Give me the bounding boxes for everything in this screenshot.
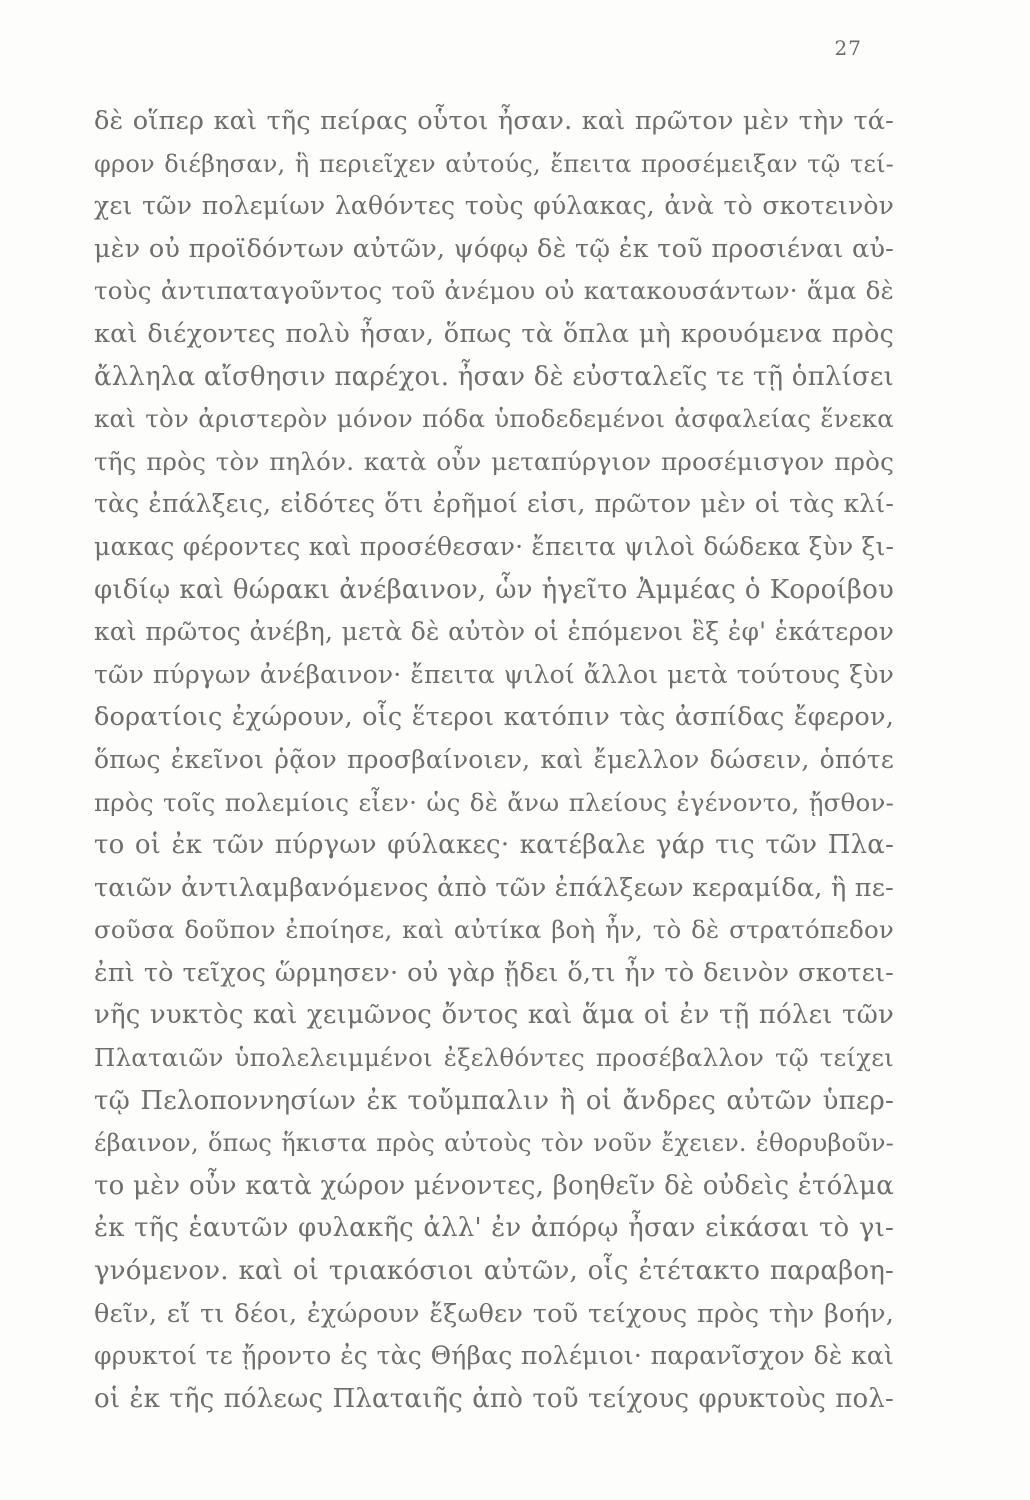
text-line: καὶ τὸν ἀριστερὸν μόνον πόδα ὑποδεδεμένοι ἀσφαλείας ἕνεκα bbox=[94, 404, 894, 434]
text-line: καὶ πρῶτος ἀνέβη, μετὰ δὲ αὐτὸν οἱ ἑπόμενοι ἓξ ἐφ' ἑκάτερον bbox=[94, 617, 894, 647]
text-line: Πλαταιῶν ὑπολελειμμένοι ἐξελθόντες προσέβαλλον τῷ τείχει bbox=[94, 1043, 894, 1073]
text-line: φιδίῳ καὶ θώρακι ἀνέβαινον, ὧν ἡγεῖτο Ἀμμέας ὁ Κοροίβου bbox=[94, 574, 894, 605]
text-line: φρυκτοί τε ᾔροντο ἐς τὰς Θήβας πολέμιοι· παρανῖσχον δὲ καὶ bbox=[94, 1341, 894, 1371]
text-line: ἐπὶ τὸ τεῖχος ὥρμησεν· οὐ γὰρ ᾔδει ὅ,τι ἦν τὸ δεινὸν σκοτει- bbox=[94, 957, 894, 988]
text-line: μακας φέροντες καὶ προσέθεσαν· ἔπειτα ψιλοὶ δώδεκα ξὺν ξι- bbox=[94, 531, 894, 561]
text-line: φρον διέβησαν, ἣ περιεῖχεν αὐτούς, ἔπειτα προσέμειξαν τῷ τεί- bbox=[94, 149, 894, 178]
text-line: οἱ ἐκ τῆς πόλεως Πλαταιῆς ἀπὸ τοῦ τείχους φρυκτοὺς πολ- bbox=[94, 1383, 894, 1414]
text-line: ταιῶν ἀντιλαμβανόμενος ἀπὸ τῶν ἐπάλξεων κεραμίδα, ἣ πε- bbox=[94, 872, 894, 903]
body-text bbox=[94, 100, 894, 1420]
text-line: τῷ Πελοποννησίων ἐκ τοὔμπαλιν ἢ οἱ ἄνδρες αὐτῶν ὑπερ- bbox=[94, 1085, 894, 1116]
text-line: ὅπως ἐκεῖνοι ῥᾷον προσβαίνοιεν, καὶ ἔμελλον δώσειν, ὁπότε bbox=[94, 744, 894, 774]
text-line: ἄλληλα αἴσθησιν παρέχοι. ἦσαν δὲ εὐσταλεῖς τε τῇ ὁπλίσει bbox=[94, 361, 894, 392]
text-line: χει τῶν πολεμίων λαθόντες τοὺς φύλακας, ἀνὰ τὸ σκοτεινὸν bbox=[94, 191, 894, 221]
text-line: τῶν πύργων ἀνέβαινον· ἔπειτα ψιλοί ἄλλοι μετὰ τούτους ξὺν bbox=[94, 659, 894, 689]
text-line: καὶ διέχοντες πολὺ ἦσαν, ὅπως τὰ ὅπλα μὴ κρουόμενα πρὸς bbox=[94, 318, 894, 349]
text-line: δὲ οἵπερ καὶ τῆς πείρας οὗτοι ἦσαν. καὶ πρῶτον μὲν τὴν τά- bbox=[94, 106, 894, 136]
text-line: σοῦσα δοῦπον ἐποίησε, καὶ αὐτίκα βοὴ ἦν, τὸ δὲ στρατόπεδον bbox=[94, 915, 894, 945]
text-line: δορατίοις ἐχώρουν, οἷς ἕτεροι κατόπιν τὰς ἀσπίδας ἔφερον, bbox=[94, 702, 894, 733]
text-line: πρὸς τοῖς πολεμίοις εἶεν· ὡς δὲ ἄνω πλείους ἐγένοντο, ᾔσθον- bbox=[94, 787, 894, 817]
text-line: το οἱ ἐκ τῶν πύργων φύλακες· κατέβαλε γάρ τις τῶν Πλα- bbox=[94, 830, 894, 861]
text-line: τοὺς ἀντιπαταγοῦντος τοῦ ἀνέμου οὐ κατακουσάντων· ἅμα δὲ bbox=[94, 276, 894, 306]
text-line: το μὲν οὖν κατὰ χώρον μένοντες, βοηθεῖν δὲ οὐδεὶς ἐτόλμα bbox=[94, 1170, 894, 1201]
text-line: τῆς πρὸς τὸν πηλόν. κατὰ οὖν μεταπύργιον προσέμισγον πρὸς bbox=[94, 446, 894, 476]
page-number: 27 bbox=[834, 36, 862, 60]
text-line: μὲν οὐ προϊδόντων αὐτῶν, ψόφῳ δὲ τῷ ἐκ τοῦ προσιέναι αὐ- bbox=[94, 233, 894, 264]
text-line: έβαινον, ὅπως ἥκιστα πρὸς αὐτοὺς τὸν νοῦν ἔχειεν. ἐθορυβοῦν- bbox=[94, 1129, 894, 1158]
text-line: τὰς ἐπάλξεις, εἰδότες ὅτι ἐρῆμοί εἰσι, πρῶτον μὲν οἱ τὰς κλί- bbox=[94, 489, 894, 519]
text-line: νῆς νυκτὸς καὶ χειμῶνος ὄντος καὶ ἅμα οἱ ἐν τῇ πόλει τῶν bbox=[94, 1000, 894, 1031]
text-line: θεῖν, εἴ τι δέοι, ἐχώρουν ἔξωθεν τοῦ τείχους πρὸς τὴν βοήν, bbox=[94, 1298, 894, 1329]
text-line: γνόμενον. καὶ οἱ τριακόσιοι αὐτῶν, οἷς ἐτέτακτο παραβοη- bbox=[94, 1256, 894, 1287]
text-line: ἐκ τῆς ἑαυτῶν φυλακῆς ἀλλ' ἐν ἀπόρῳ ἦσαν εἰκάσαι τὸ γι- bbox=[94, 1213, 894, 1244]
